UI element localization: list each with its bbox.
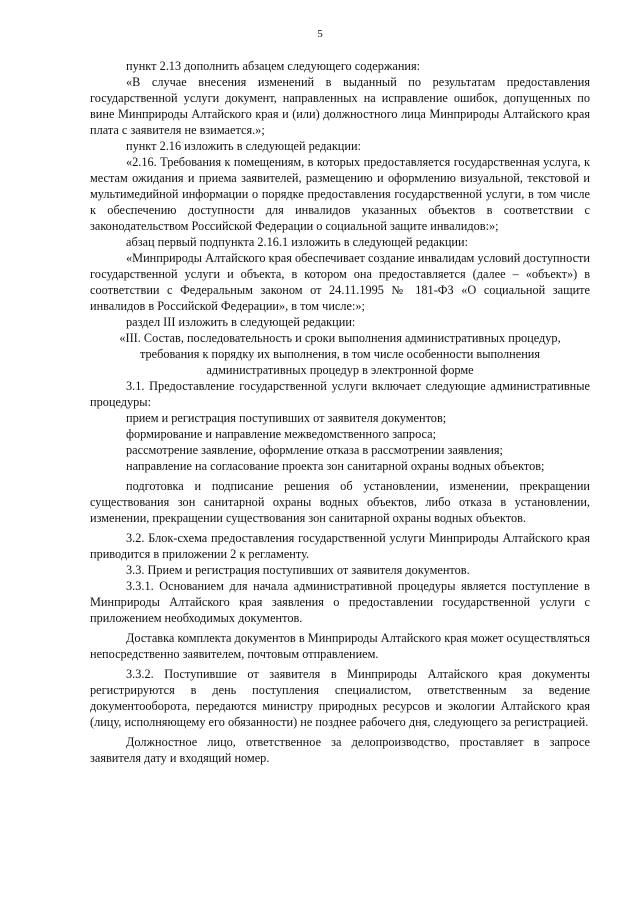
paragraph: пункт 2.13 дополнить абзацем следующего содержания: [126,59,421,73]
paragraph: 3.2. Блок-схема предоставления государственной услуги Минприроды Алтайского края приводится в приложении 2 к регламенту. [90,531,590,561]
paragraph: «В случае внесения изменений в выданный по результатам предоставления государственной услуги документ, направленных на исправление ошибок, допущенных по вине Минприроды Алтайского края и (или) должностного лица Минприроды Алтайского края плата с заявителя не взимается.»; [90,75,590,137]
paragraph: «Минприроды Алтайского края обеспечивает создание инвалидам условий доступности государственной услуги и объекта, в котором она предоставляется (далее – «объект») в соответствии с Федеральным законом от 24.11.1995 № 181-ФЗ «О социальной защите инвалидов в Российской Федерации», в том числе:»; [90,251,590,313]
paragraph: абзац первый подпункта 2.16.1 изложить в следующей редакции: [126,235,469,249]
list-item: формирование и направление межведомственного запроса; [126,427,437,441]
list-item: направление на согласование проекта зон санитарной охраны водных объектов; [126,459,545,473]
list-item: рассмотрение заявление, оформление отказа в рассмотрении заявления; [126,443,503,457]
paragraph: Должностное лицо, ответственное за делопроизводство, проставляет в запросе заявителя дату и входящий номер. [90,735,590,765]
list-item: прием и регистрация поступивших от заявителя документов; [126,411,447,425]
paragraph: раздел III изложить в следующей редакции: [126,315,356,329]
paragraph: «2.16. Требования к помещениям, в которых предоставляется государственная услуга, к местам ожидания и приема заявителей, размещению и оформлению визуальной, текстовой и мультимедийной информации о порядке предоставления государственной услуги, в том числе к обеспечению доступности для инвалидов указанных объектов в соответствии с законодательством Российской Федерации о социальной защите инвалидов:»; [90,155,590,233]
document-body [90,58,590,766]
page-number: 5 [317,28,323,40]
paragraph: пункт 2.16 изложить в следующей редакции: [126,139,361,153]
list-item: подготовка и подписание решения об установлении, изменении, прекращении существования зон санитарной охраны водных объектов, либо отказа в установлении, изменении, прекращении существования зон санитарной охраны водных объектов. [90,479,590,525]
paragraph: 3.3.1. Основанием для начала административной процедуры является поступление в Минприроды Алтайского края заявления о предоставлении государственной услуги с приложением необходимых документов. [90,579,590,625]
paragraph: 3.3. Прием и регистрация поступивших от заявителя документов. [126,563,470,577]
paragraph: Доставка комплекта документов в Минприроды Алтайского края может осуществляться непосредственно заявителем, почтовым отправлением. [90,631,590,661]
section-heading: «III. Состав, последовательность и сроки выполнения административных процедур, требования к порядку их выполнения, в том числе особенности выполнения административных процедур в электронной форме [119,331,561,377]
paragraph: 3.3.2. Поступившие от заявителя в Минприроды Алтайского края документы регистрируются в день поступления специалистом, ответственным за ведение документооборота, передаются министру природных ресурсов и экологии Алтайского края (лицу, исполняющему его обязанности) не позднее рабочего дня, следующего за регистрацией. [90,667,590,729]
paragraph: 3.1. Предоставление государственной услуги включает следующие административные процедуры: [90,379,590,409]
